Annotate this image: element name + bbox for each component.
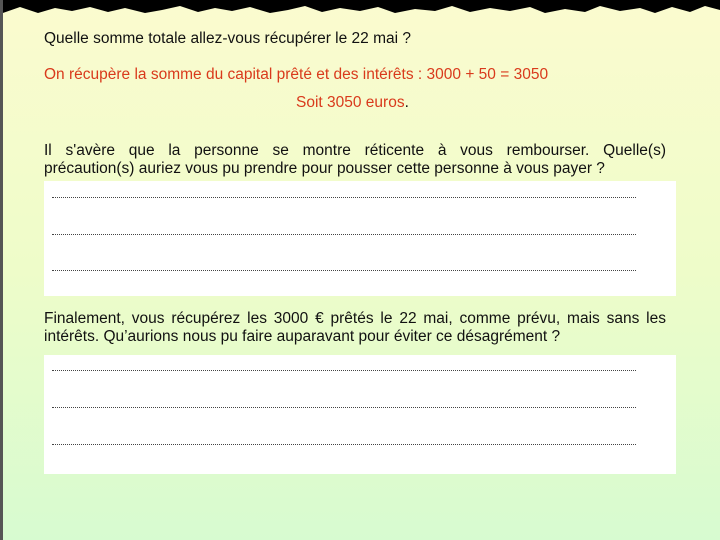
torn-paper-edge (0, 0, 720, 22)
answer-box-2[interactable] (44, 181, 676, 296)
dotted-answer-line (52, 407, 636, 408)
question-2-line-1: Il s'avère que la personne se montre réticente à vous rembourser. Quelle(s) (44, 142, 666, 159)
answer-box-3[interactable] (44, 355, 676, 474)
question-2-line-2: précaution(s) auriez vous pu prendre pour pousser cette personne à vous payer ? (44, 160, 605, 177)
question-1: Quelle somme totale allez-vous récupérer le 22 mai ? (44, 30, 412, 47)
dotted-answer-line (52, 197, 636, 198)
question-3-line-2: intérêts. Qu’aurions nous pu faire auparavant pour éviter ce désagrément ? (44, 328, 561, 345)
dotted-answer-line (52, 444, 636, 445)
question-3-line-1: Finalement, vous récupérez les 3000 € prêtés le 22 mai, comme prévu, mais sans les (44, 310, 666, 327)
left-edge-shadow (0, 0, 3, 540)
dotted-answer-line (52, 370, 636, 371)
dotted-answer-line (52, 270, 636, 271)
answer-1-conclusion: Soit 3050 euros. (296, 94, 409, 111)
dotted-answer-line (52, 234, 636, 235)
answer-1-calculation: On récupère la somme du capital prêté et des intérêts : 3000 + 50 = 3050 (44, 66, 549, 83)
